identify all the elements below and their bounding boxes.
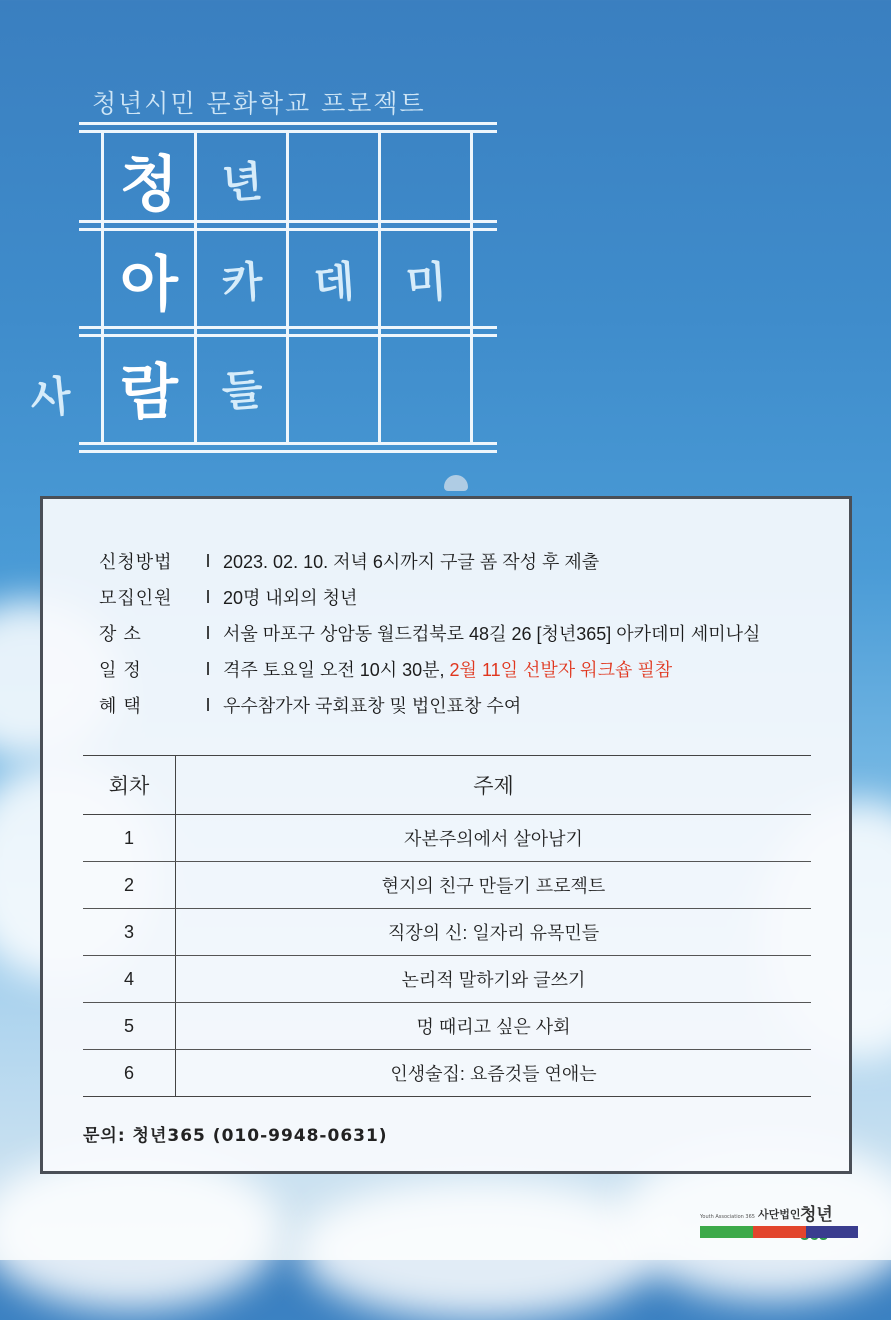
logo-bar-red — [753, 1226, 806, 1238]
info-label: 장 소 — [99, 624, 142, 644]
title-char: 아 — [120, 250, 178, 320]
logo-small-text: Youth Association 365 — [700, 1214, 755, 1220]
info-highlight: 2월 11일 선발자 워크숍 필참 — [449, 660, 673, 680]
logo-name-text: 청년 — [800, 1205, 833, 1224]
logo-bar-blue — [806, 1226, 858, 1238]
title-char: 미 — [404, 256, 449, 309]
info-row — [99, 543, 760, 579]
session-topic: 인생술집: 요즘것들 연애는 — [176, 1050, 812, 1097]
info-row — [99, 615, 760, 651]
info-value — [223, 656, 672, 682]
info-row — [99, 579, 760, 615]
grid-line — [79, 122, 497, 125]
info-value: 20명 내외의 청년 — [223, 588, 358, 608]
info-row — [99, 687, 760, 723]
schedule-table — [83, 755, 811, 1097]
session-topic: 논리적 말하기와 글쓰기 — [176, 956, 812, 1003]
session-number: 3 — [83, 909, 176, 956]
title-char: 람 — [120, 358, 178, 428]
logo-name — [800, 1200, 860, 1245]
title-char: 데 — [312, 256, 357, 309]
info-label: 혜 택 — [99, 696, 142, 716]
info-separator: I — [205, 622, 211, 643]
logo-org-type: 사단법인 — [758, 1209, 801, 1221]
info-separator: I — [205, 658, 211, 679]
column-header-session: 회차 — [83, 756, 176, 815]
info-value-text: 격주 토요일 오전 10시 30분, — [223, 660, 450, 680]
info-separator: I — [205, 586, 211, 607]
info-list — [99, 543, 760, 723]
info-value: 서울 마포구 상암동 월드컵북로 48길 26 [청년365] 아카데미 세미나실 — [223, 624, 761, 644]
info-row — [99, 651, 760, 687]
organization-logo — [700, 1200, 860, 1240]
cloud — [0, 1150, 280, 1310]
info-value: 2023. 02. 10. 저녁 6시까지 구글 폼 작성 후 제출 — [223, 552, 600, 572]
cloud — [300, 1180, 660, 1320]
session-number: 6 — [83, 1050, 176, 1097]
table-row — [83, 815, 811, 862]
project-subtitle: 청년시민 문화학교 프로젝트 — [92, 89, 426, 118]
table-row — [83, 1050, 811, 1097]
session-topic: 멍 때리고 싶은 사회 — [176, 1003, 812, 1050]
table-row — [83, 956, 811, 1003]
session-topic: 직장의 신: 일자리 유목민들 — [176, 909, 812, 956]
table-row — [83, 909, 811, 956]
title-grid — [79, 122, 497, 454]
title-char-outside: 사 — [27, 370, 74, 424]
session-topic: 현지의 친구 만들기 프로젝트 — [176, 862, 812, 909]
table-row — [83, 862, 811, 909]
session-number: 4 — [83, 956, 176, 1003]
info-panel — [40, 496, 852, 1174]
info-separator: I — [205, 694, 211, 715]
title-char: 들 — [220, 364, 265, 417]
contact-info: 문의: 청년365 (010-9948-0631) — [83, 1126, 388, 1146]
title-char: 청 — [120, 150, 178, 220]
grid-line — [79, 442, 497, 445]
session-number: 2 — [83, 862, 176, 909]
table-row — [83, 1003, 811, 1050]
session-topic: 자본주의에서 살아남기 — [176, 815, 812, 862]
info-label: 일 정 — [99, 660, 142, 680]
info-separator: I — [205, 550, 211, 571]
info-label: 신청방법 — [99, 552, 173, 572]
grid-line — [79, 450, 497, 453]
session-number: 1 — [83, 815, 176, 862]
column-header-topic: 주제 — [176, 756, 812, 815]
info-label: 모집인원 — [99, 588, 173, 608]
table-header-row — [83, 756, 811, 815]
moon-icon — [444, 475, 468, 491]
session-number: 5 — [83, 1003, 176, 1050]
info-value: 우수참가자 국회표창 및 법인표창 수여 — [223, 696, 522, 716]
logo-bar-green — [700, 1226, 753, 1238]
title-char: 카 — [220, 256, 265, 309]
title-char: 년 — [220, 156, 265, 209]
